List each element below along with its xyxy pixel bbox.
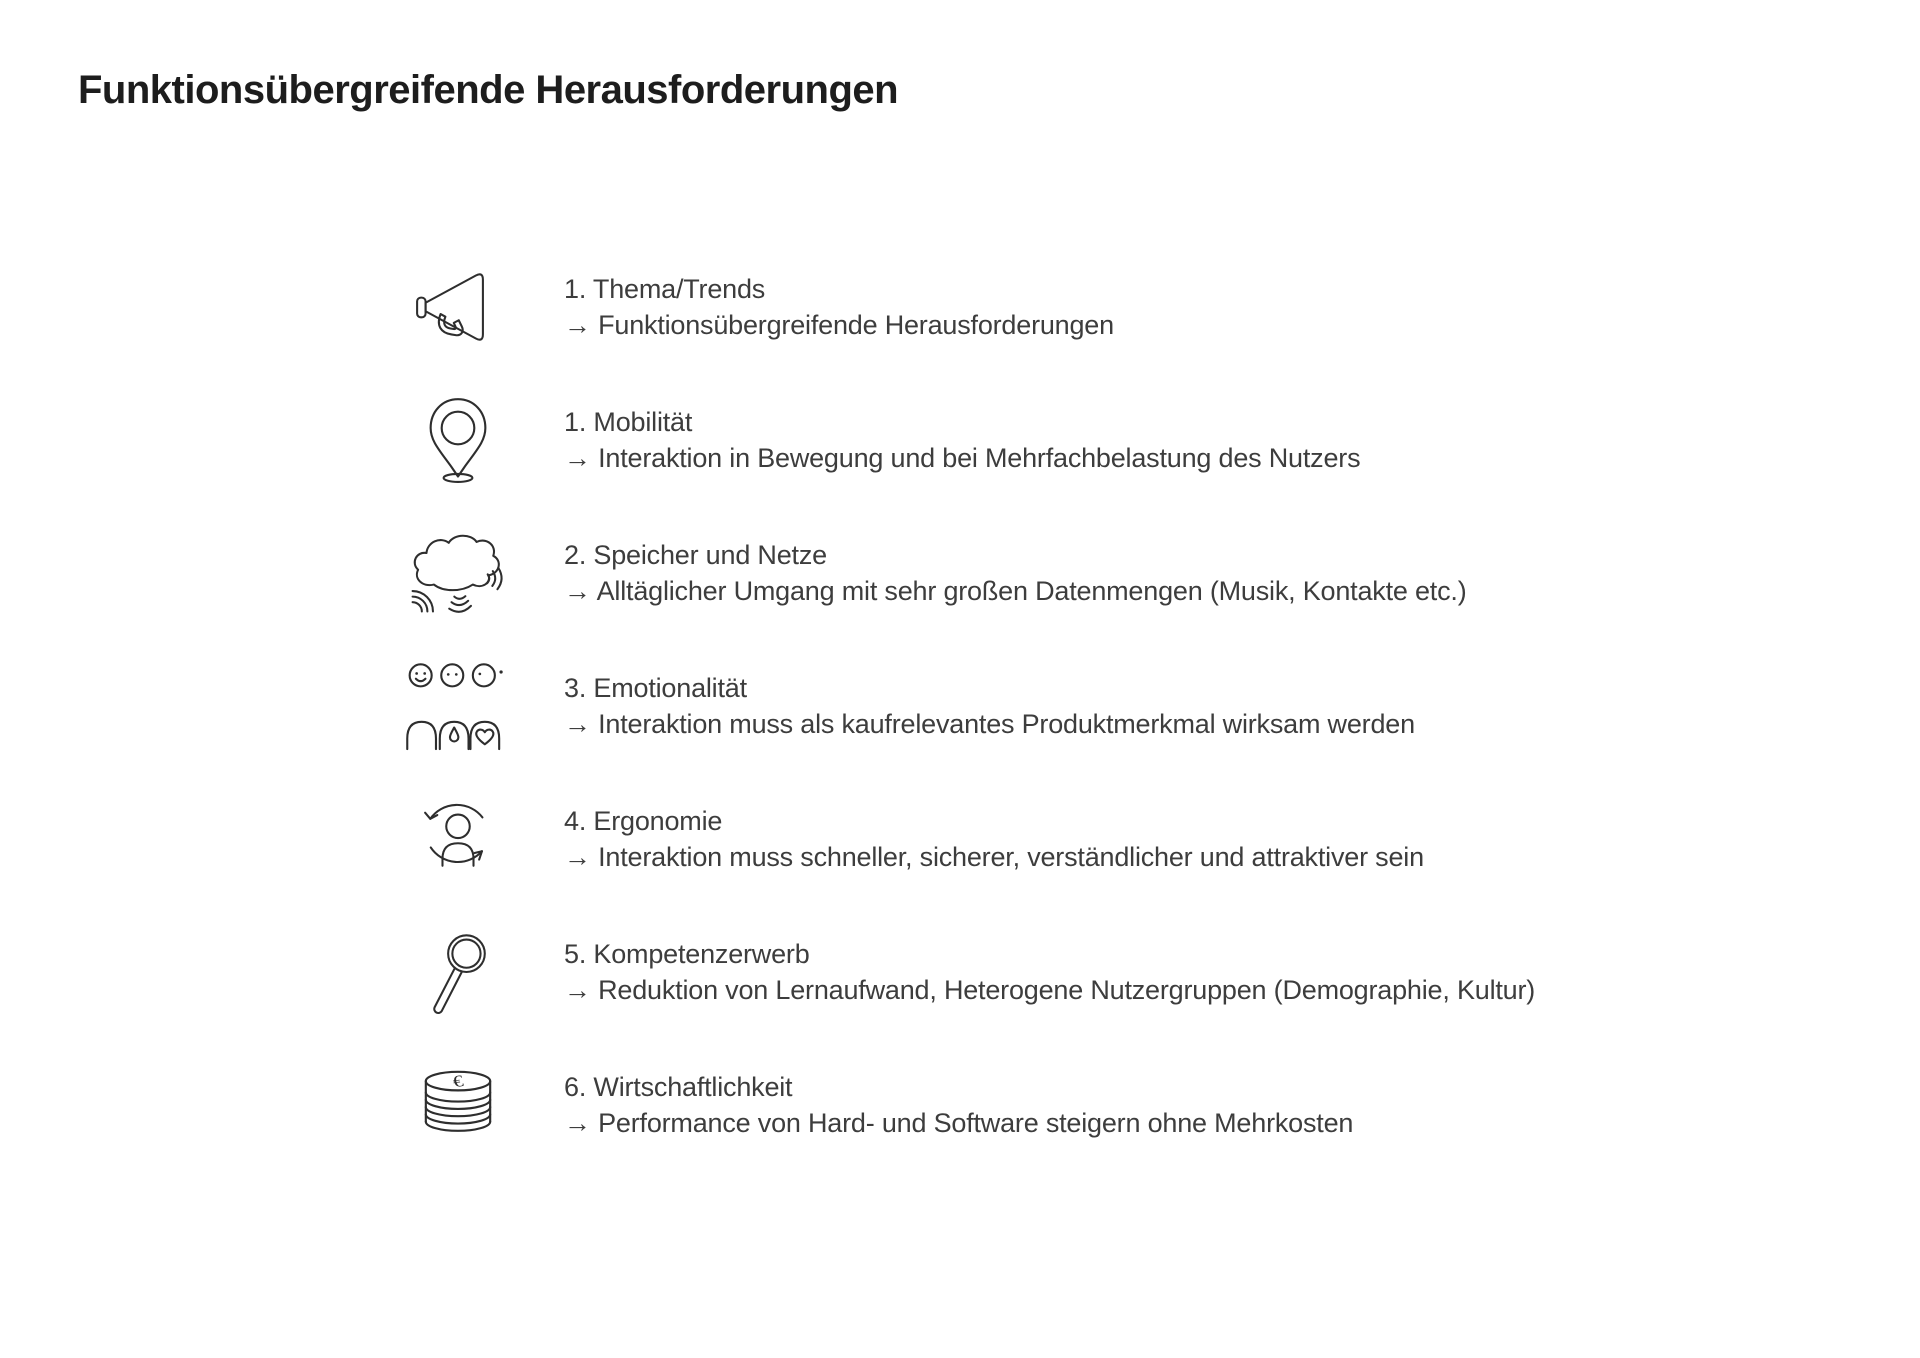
challenge-text: [564, 537, 1467, 609]
challenge-row-emotionalitaet: [402, 639, 1802, 772]
svg-text:€: €: [451, 1071, 466, 1092]
challenge-row-speicher-netze: [402, 506, 1802, 639]
challenge-text: [564, 404, 1360, 476]
challenge-heading: 1. Thema/Trends: [564, 273, 766, 304]
challenge-heading: 4. Ergonomie: [564, 805, 723, 836]
megaphone-icon: [402, 251, 514, 363]
emotion-faces-icon: [402, 650, 514, 762]
challenge-description: → Interaktion in Bewegung und bei Mehrfachbelastung des Nutzers: [564, 442, 1361, 473]
magnifier-icon: [402, 916, 514, 1028]
challenge-description: → Alltäglicher Umgang mit sehr großen Datenmengen (Musik, Kontakte etc.): [564, 575, 1467, 606]
challenge-text: [564, 1069, 1353, 1141]
challenge-description: → Interaktion muss als kaufrelevantes Produktmerkmal wirksam werden: [564, 708, 1415, 739]
challenge-row-thema-trends: [402, 240, 1802, 373]
challenge-description: → Performance von Hard- und Software steigern ohne Mehrkosten: [564, 1107, 1354, 1138]
challenge-heading: 6. Wirtschaftlichkeit: [564, 1071, 793, 1102]
challenge-text: [564, 936, 1535, 1008]
map-pin-icon: [402, 384, 514, 496]
challenge-row-mobilitaet: [402, 373, 1802, 506]
challenge-row-wirtschaftlichkeit: [402, 1038, 1802, 1171]
challenge-text: [564, 803, 1424, 875]
cloud-network-icon: [402, 517, 514, 629]
challenge-heading: 1. Mobilität: [564, 406, 693, 437]
challenge-heading: 2. Speicher und Netze: [564, 539, 827, 570]
challenge-description: → Reduktion von Lernaufwand, Heterogene Nutzergruppen (Demographie, Kultur): [564, 974, 1536, 1005]
challenge-text: [564, 670, 1415, 742]
challenge-row-ergonomie: [402, 772, 1802, 905]
coin-stack-icon: [402, 1049, 514, 1161]
challenge-description: → Interaktion muss schneller, sicherer, verständlicher und attraktiver sein: [564, 841, 1424, 872]
challenge-heading: 5. Kompetenzerwerb: [564, 938, 810, 969]
challenge-description: → Funktionsübergreifende Herausforderungen: [564, 309, 1114, 340]
challenge-row-kompetenzerwerb: [402, 905, 1802, 1038]
page-title: Funktionsübergreifende Herausforderungen: [78, 68, 899, 112]
challenge-list: [402, 240, 1802, 1171]
challenge-heading: 3. Emotionalität: [564, 672, 747, 703]
person-cycle-icon: [402, 783, 514, 895]
challenge-text: [564, 271, 1114, 343]
